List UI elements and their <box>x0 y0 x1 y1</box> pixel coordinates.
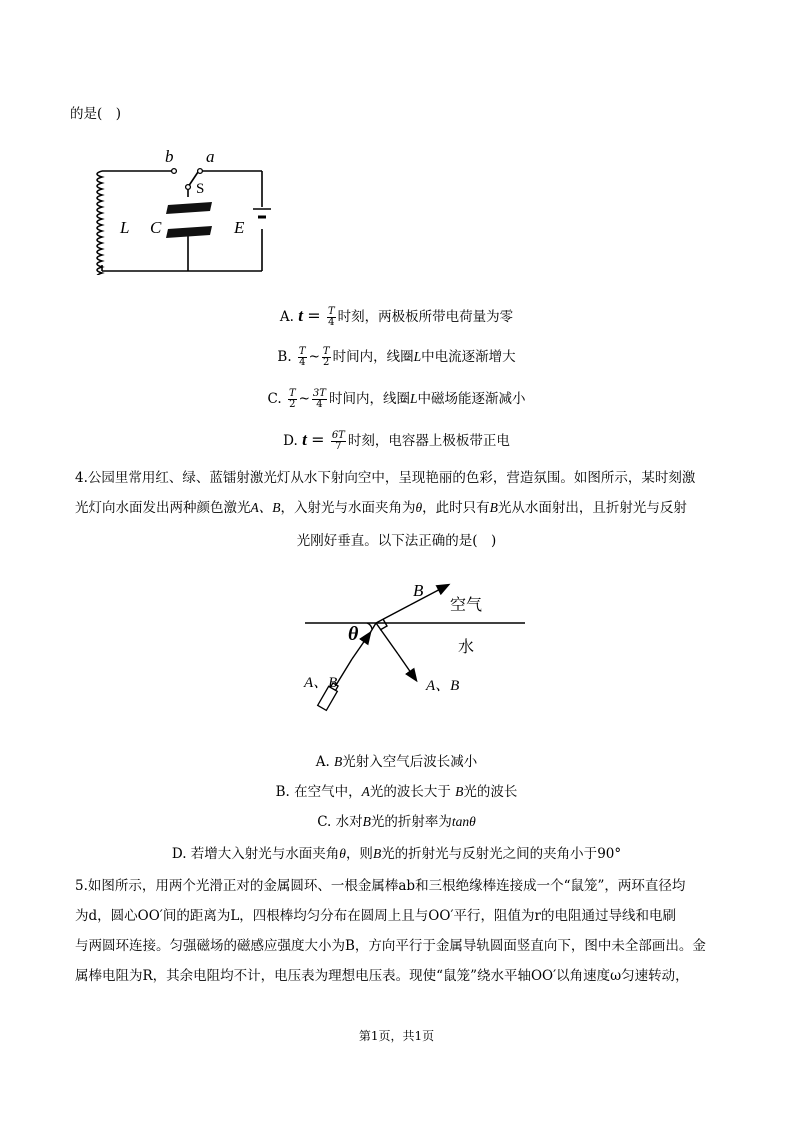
q5-stem-line4: 属棒电阻为R，其余电阻均不计，电压表为理想电压表。现使“鼠笼”绕水平轴OO′以角速度ω匀速转动， <box>75 968 689 984</box>
q3-option-d[interactable]: D. t = $\frac{6T}{7}$ 时刻，电容器上极板带正电 <box>283 430 510 452</box>
q4-stem-line1: 4.公园里常用红、绿、蓝镭射激光灯从水下射向空中，呈现艳丽的色彩，营造氛围。如图所示，某时刻激 <box>75 470 696 486</box>
inductor-coil <box>97 171 102 275</box>
capacitor-label: C <box>150 218 162 237</box>
lc-circuit-diagram <box>88 145 273 275</box>
q3-stem-tail: 的是( ) <box>70 106 122 122</box>
q3-option-b[interactable]: B. $\frac{T}{4}$ ~ $\frac{T}{2}$ 时间内，线圈L中电流逐渐增大 <box>277 346 516 368</box>
q3-option-a[interactable]: A. t = $\frac{T}{4}$ 时刻，两极板所带电荷量为零 <box>279 306 514 328</box>
q4-stem-line2: 光灯向水面发出两种颜色激光A、B，入射光与水面夹角为θ，此时只有B光从水面射出，且折射光与反射 <box>75 500 687 516</box>
q4-option-b[interactable]: B. 在空气中，A光的波长大于 B光的波长 <box>275 784 518 800</box>
switch-label: S <box>196 181 205 197</box>
inductor-label: L <box>120 218 130 237</box>
q5-stem-line3: 与两圆环连接。匀强磁场的磁感应强度大小为B，方向平行于金属导轨圆面竖直向下，图中未全部画出。金 <box>75 938 706 954</box>
q5-stem-line2: 为d，圆心OO′间的距离为L，四根棒均匀分布在圆周上且与OO′平行，阻值为r的电阻通过导线和电刷 <box>75 908 676 924</box>
q3-option-c[interactable]: C. $\frac{T}{2}$ ~ $\frac{3T}{4}$ 时间内，线圈L中磁场能逐渐减小 <box>267 388 526 410</box>
terminal-a-label: a <box>206 147 215 166</box>
capacitor-top-plate <box>166 202 212 214</box>
water-label: 水 <box>458 639 475 656</box>
capacitor-bottom-plate <box>166 226 212 238</box>
page-footer: 第1页，共1页 <box>358 1029 435 1043</box>
q4-option-a[interactable]: A. B光射入空气后波长减小 <box>315 754 478 770</box>
air-label: 空气 <box>450 597 483 614</box>
q5-stem-line1: 5.如图所示，用两个光滑正对的金属圆环、一根金属棒ab和三根绝缘棒连接成一个“鼠笼”，两环直径均 <box>75 878 686 894</box>
reflected-ray-label: A、B <box>426 678 460 694</box>
incident-ray-label: A、B <box>304 675 338 691</box>
battery-label: E <box>234 218 245 237</box>
terminal-b-label: b <box>165 147 174 166</box>
refraction-diagram <box>300 570 530 720</box>
refracted-ray-label: B <box>413 581 424 600</box>
q4-option-d[interactable]: D. 若增大入射光与水面夹角θ，则B光的折射光与反射光之间的夹角小于90° <box>171 846 622 862</box>
q4-option-c[interactable]: C. 水对B光的折射率为tanθ <box>317 814 476 830</box>
q4-stem-line3: 光刚好垂直。以下法正确的是( ) <box>296 533 497 549</box>
theta-label: θ <box>348 623 359 645</box>
